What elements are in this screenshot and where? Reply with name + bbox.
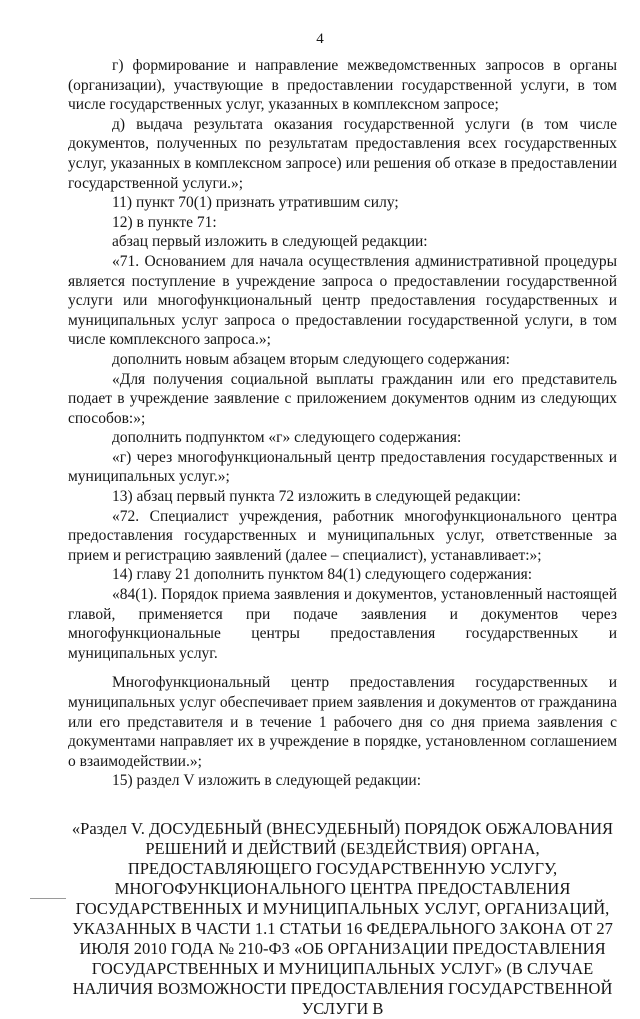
section-heading: «Раздел V. ДОСУДЕБНЫЙ (ВНЕСУДЕБНЫЙ) ПОРЯДОК ОБЖАЛОВАНИЯ РЕШЕНИЙ И ДЕЙСТВИЙ (БЕЗДЕЙСТВИЯ) ОРГАНА, ПРЕДОСТАВЛЯЮЩЕГО ГОСУДАРСТВЕННУЮ УСЛУГУ, МНОГОФУНКЦИОНАЛЬНОГО ЦЕНТРА ПРЕДОСТАВЛЕНИЯ ГОСУДАРСТВЕННЫХ И МУНИЦИПАЛЬНЫХ УСЛУГ, ОРГАНИЗАЦИЙ, УКАЗАННЫХ В ЧАСТИ 1.1 СТАТЬИ 16 ФЕДЕРАЛЬНОГО ЗАКОНА ОТ 27 ИЮЛЯ 2010 ГОДА № 210-ФЗ «ОБ ОРГАНИЗАЦИИ ПРЕДОСТАВЛЕНИЯ ГОСУДАРСТВЕННЫХ И МУНИЦИПАЛЬНЫХ УСЛУГ» (В СЛУЧАЕ НАЛИЧИЯ ВОЗМОЖНОСТИ ПРЕДОСТАВЛЕНИЯ ГОСУДАРСТВЕННОЙ УСЛУГИ В [71, 818, 614, 1018]
paragraph-item-g: г) формирование и направление межведомственных запросов в органы (организации), участвующие в предоставлении государственной услуги, в том числе государственных услуг, указанных в комплексном запросе; [68, 57, 617, 114]
paragraph-quote-71: «71. Основанием для начала осуществления административной процедуры является поступление в учреждение запроса о предоставлении государственной услуги или многофункциональный центр предоставления государственных и муниципальных услуг запроса о предоставлении государственной услуги, в том числе комплексного запроса.»; [68, 252, 617, 349]
paragraph-amendment-13: 13) абзац первый пункта 72 изложить в следующей редакции: [112, 488, 521, 506]
paragraph-add-second-paragraph: дополнить новым абзацем вторым следующего содержания: [112, 350, 510, 368]
paragraph-item-d: д) выдача результата оказания государственной услуги (в том числе документов, полученных по результатам предоставления всех государственных услуг, указанных в комплексном запросе) или решения об отказе в предоставлении государственной услуги.»; [68, 115, 617, 192]
paragraph-first-paragraph-instruction: абзац первый изложить в следующей редакции: [112, 233, 428, 251]
paragraph-amendment-15: 15) раздел V изложить в следующей редакции: [112, 772, 422, 790]
bottom-scan-mark [30, 898, 66, 899]
paragraph-quote-72: «72. Специалист учреждения, работник многофункционального центра предоставления государственных и муниципальных услуг, ответственные за прием и регистрацию заявлений (далее – специалист), устанавливает:»; [68, 507, 617, 564]
page-number: 4 [316, 31, 324, 47]
paragraph-add-subitem-g: дополнить подпунктом «г» следующего содержания: [112, 429, 462, 447]
paragraph-quote-84-1: «84(1). Порядок приема заявления и документов, установленный настоящей главой, применяется при подаче заявления и документов через многофункциональные центры предоставления государственных и муниципальных услуг. [68, 586, 617, 662]
paragraph-quote-social-payment: «Для получения социальной выплаты гражданин или его представитель подает в учреждение заявление с приложением документов одним из следующих способов:»; [68, 370, 617, 427]
paragraph-amendment-14: 14) главу 21 дополнить пунктом 84(1) следующего содержания: [112, 566, 533, 584]
paragraph-quote-subitem-g: «г) через многофункциональный центр предоставления государственных и муниципальных услуг.»; [68, 448, 617, 486]
paragraph-amendment-11: 11) пункт 70(1) признать утратившим силу; [112, 194, 399, 212]
document-body [68, 56, 617, 1019]
paragraph-amendment-12: 12) в пункте 71: [112, 213, 217, 231]
paragraph-mfc-reception: Многофункциональный центр предоставления государственных и муниципальных услуг обеспечивает прием заявления и документов от гражданина или его представителя и в течение 1 рабочего дня со дня приема заявления с документами направляет их в учреждение в порядке, установленном соглашением о взаимодействии.»; [68, 674, 617, 770]
